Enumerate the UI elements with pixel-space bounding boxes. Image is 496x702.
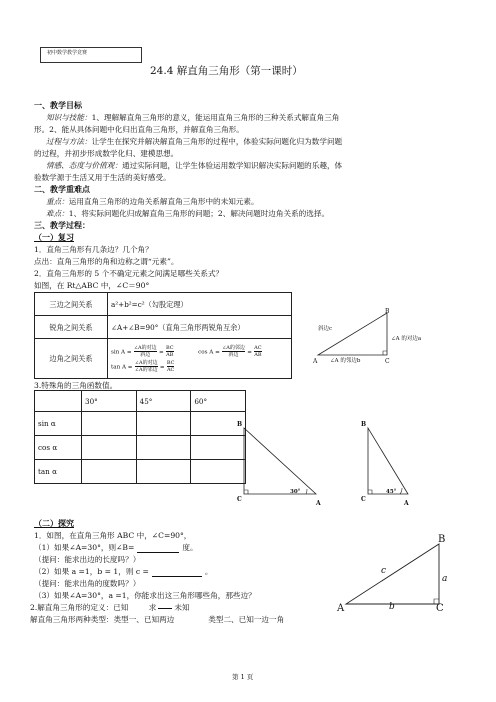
tan-lhs: tan A = xyxy=(111,364,133,370)
cos-rnum: AC xyxy=(254,344,262,351)
difficult-point xyxy=(46,208,329,219)
explore-hint-1: （提问：能求出边的长度吗？） xyxy=(34,555,141,564)
sin-rden: AB xyxy=(166,351,174,358)
label-difficult: 难点： xyxy=(46,209,69,218)
tri3-label-angle: 45° xyxy=(386,489,397,495)
definition-text: 2.解直角三角形的定义：已知 xyxy=(30,603,129,612)
text-process: 让学生在探究并解决解直角三角形的过程中，体验实际问题化归为数学问题 xyxy=(91,137,343,146)
sin-frac-words xyxy=(134,345,157,358)
header-box-label: 初中数学教学竞赛 xyxy=(47,50,88,56)
text-emotion: 通过实际问题，让学生体验运用数学知识解决实际问题的乐趣，体 xyxy=(121,161,343,170)
explore-q1-2 xyxy=(34,566,212,577)
explore-q1-2-end: 。 xyxy=(204,567,213,576)
cos-rden: AB xyxy=(254,351,262,358)
relations-value-sides: a²+b²=c²（勾股定理） xyxy=(108,293,292,316)
special-cell xyxy=(136,412,191,436)
objective-process xyxy=(46,136,342,147)
cos-num: ∠A的邻边 xyxy=(222,344,245,351)
sin-frac-letters xyxy=(166,345,174,358)
tri4-label-b: b xyxy=(389,602,395,612)
explore-q1-1 xyxy=(34,542,198,553)
triangle-2-figure xyxy=(236,420,326,500)
type-two: 类型二、已知一边一角 xyxy=(208,615,285,624)
special-row-tan: tan α xyxy=(35,460,82,484)
special-angles-intro: 3.特殊角的三角函数值。 xyxy=(34,381,118,390)
definition-seek: 求 xyxy=(148,603,157,612)
special-cell xyxy=(82,460,137,484)
special-cell xyxy=(136,460,191,484)
tri1-label-adj: ∠A 的邻边b xyxy=(330,358,361,364)
tri4-label-B: B xyxy=(438,534,446,545)
explore-hint-2: （提问：能求出角的度数吗？） xyxy=(34,579,141,588)
triangle-3-right-angle xyxy=(368,490,372,494)
special-corner xyxy=(35,391,82,412)
special-header-45: 45° xyxy=(136,391,191,412)
explore-q1-1-unit: 度。 xyxy=(182,543,198,552)
tri1-label-A: A xyxy=(313,358,318,365)
objective-knowledge xyxy=(46,112,339,123)
objective-emotion xyxy=(46,160,342,171)
cos-den: 斜边 xyxy=(228,351,239,358)
key-point xyxy=(46,196,259,207)
special-cell xyxy=(136,436,191,460)
relations-label-angles: 锐角之间关系 xyxy=(35,316,108,339)
solve-types-line xyxy=(30,614,284,625)
explore-q1-1-text: （1）如果∠A=30°，则∠B= xyxy=(34,543,135,552)
tan-den: ∠A的邻边 xyxy=(134,366,158,373)
text-difficult: 1、将实际问题化归成解直角三角形的问题；2、解决问题时边角关系的选择。 xyxy=(68,209,330,218)
objective-emotion-cont: 验数学源于生活又用于生活的美好感受。 xyxy=(34,173,171,182)
sin-formula: sin A = $\frac{\text{∠A的对边}}{\text{斜边}}$ = $\frac{BC}{AB}$ cos A = $\frac{\text{∠A的邻边}}{\text{斜边}}$ = $\frac{AC}{AB}$ xyxy=(111,344,262,358)
tri1-label-opp: ∠A 的对边a xyxy=(391,336,422,342)
tan-rnum: BC xyxy=(166,359,175,366)
tri4-label-A: A xyxy=(337,603,345,614)
tan-rden: AC xyxy=(166,366,175,373)
special-angles-table xyxy=(34,390,246,484)
review-heading: （一）复习 xyxy=(34,232,74,242)
review-q1: 1．直角三角形有几条边？几个角？ xyxy=(34,245,153,254)
objective-process-cont: 的过程，并初步形成数学化归、建模思想。 xyxy=(34,149,179,158)
tri3-label-B: B xyxy=(361,421,367,428)
cos-lhs: cos A = xyxy=(198,349,220,355)
tri2-label-A: A xyxy=(316,500,321,507)
triangle-4-shape xyxy=(346,544,439,604)
page-footer: 第 1 页 xyxy=(232,673,254,681)
label-key: 重点： xyxy=(46,197,69,206)
definition-line xyxy=(30,602,190,613)
definition-arrow xyxy=(158,608,172,609)
label-knowledge: 知识与技能： xyxy=(46,113,92,122)
tan-frac-words xyxy=(135,360,158,373)
tri2-label-angle: 30° xyxy=(290,489,301,495)
explore-heading: （二）探究 xyxy=(34,518,74,528)
relations-table xyxy=(34,292,292,379)
tan-frac-letters xyxy=(167,360,175,373)
answer-blank-side-c[interactable] xyxy=(152,576,202,577)
review-note: 点出：直角三角形的角和边称之谓“元素”。 xyxy=(34,257,179,266)
tri1-label-hyp: 斜边c xyxy=(318,326,333,332)
explore-q1-3: （3）如果∠A=30°，a =1，你能求出这三角形哪些角，那些边？ xyxy=(34,591,256,600)
text-knowledge: 1、理解解直角三角形的意义，能运用直角三角形的三种关系式解直角三角 xyxy=(91,113,340,122)
tri4-label-C: C xyxy=(436,603,444,614)
sin-rnum: BC xyxy=(165,344,174,351)
type-one: 解直角三角形两种类型：类型一、已知两边 xyxy=(30,615,175,624)
section-2-heading: 二、教学重难点 xyxy=(34,184,90,194)
triangle-4-figure xyxy=(340,538,450,614)
tan-num: ∠A的对边 xyxy=(134,359,158,366)
special-row-sin: sin α xyxy=(35,412,82,436)
review-figure-intro: 如图，在 Rt△ABC 中，∠C＝90° xyxy=(34,281,150,290)
tri1-label-B: B xyxy=(385,308,390,315)
label-process: 过程与方法： xyxy=(46,137,92,146)
special-cell xyxy=(82,412,137,436)
explore-q1: 1．如图，在直角三角形 ABC 中，∠C=90°， xyxy=(34,531,192,540)
relations-value-side-angle xyxy=(108,339,292,379)
tri3-label-C: C xyxy=(361,496,366,503)
special-header-30: 30° xyxy=(82,391,137,412)
answer-blank-angle-b[interactable] xyxy=(137,552,179,553)
tri4-label-a: a xyxy=(442,574,448,584)
special-row-cos: cos α xyxy=(35,436,82,460)
cos-frac-words xyxy=(222,345,245,358)
page-title: 24.4 解直角三角形（第一课时） xyxy=(150,65,303,77)
special-header-60: 60° xyxy=(191,391,246,412)
sin-lhs: sin A = xyxy=(111,349,132,355)
tri3-label-A: A xyxy=(404,500,409,507)
triangle-3-angle-arc xyxy=(400,488,402,494)
triangle-2-right-angle xyxy=(244,490,248,494)
section-1-heading: 一、教学目标 xyxy=(34,100,82,110)
definition-unknown: 未知 xyxy=(174,603,190,612)
triangle-3-shape xyxy=(368,428,408,494)
relations-label-side-angle: 边角之间关系 xyxy=(35,339,108,379)
text-key: 运用直角三角形的边角关系解直角三角形中的未知元素。 xyxy=(68,197,259,206)
sin-num: ∠A的对边 xyxy=(133,344,157,351)
sin-den: 斜边 xyxy=(140,351,151,358)
tri2-label-B: B xyxy=(237,421,243,428)
tri2-label-C: C xyxy=(237,496,242,503)
triangle-1-right-angle xyxy=(383,351,387,355)
relations-value-angles: ∠A+∠B=90°（直角三角形两锐角互余） xyxy=(108,316,292,339)
section-3-heading: 三、教学过程： xyxy=(34,220,90,230)
objective-knowledge-cont: 形。2、能从具体问题中化归出直角三角形，并解直角三角形。 xyxy=(34,125,244,134)
label-emotion: 情感、态度与价值观： xyxy=(46,161,122,170)
tan-formula: tan A = $\frac{\text{∠A的对边}}{\text{∠A的邻边}}$ = $\frac{BC}{AC}$ xyxy=(111,359,175,373)
cos-frac-letters xyxy=(254,345,261,358)
tri1-label-C: C xyxy=(385,358,390,365)
tri4-label-c: c xyxy=(381,566,387,576)
special-cell xyxy=(82,436,137,460)
triangle-2-shape xyxy=(244,428,316,494)
explore-q1-2-text: （2）如果 a =1，b = 1，则 c = xyxy=(34,567,149,576)
relations-label-sides: 三边之间关系 xyxy=(35,293,108,316)
review-q2: 2．直角三角形的 5 个不确定元素之间满足哪些关系式？ xyxy=(34,269,224,278)
triangle-2-angle-arc xyxy=(306,489,307,494)
